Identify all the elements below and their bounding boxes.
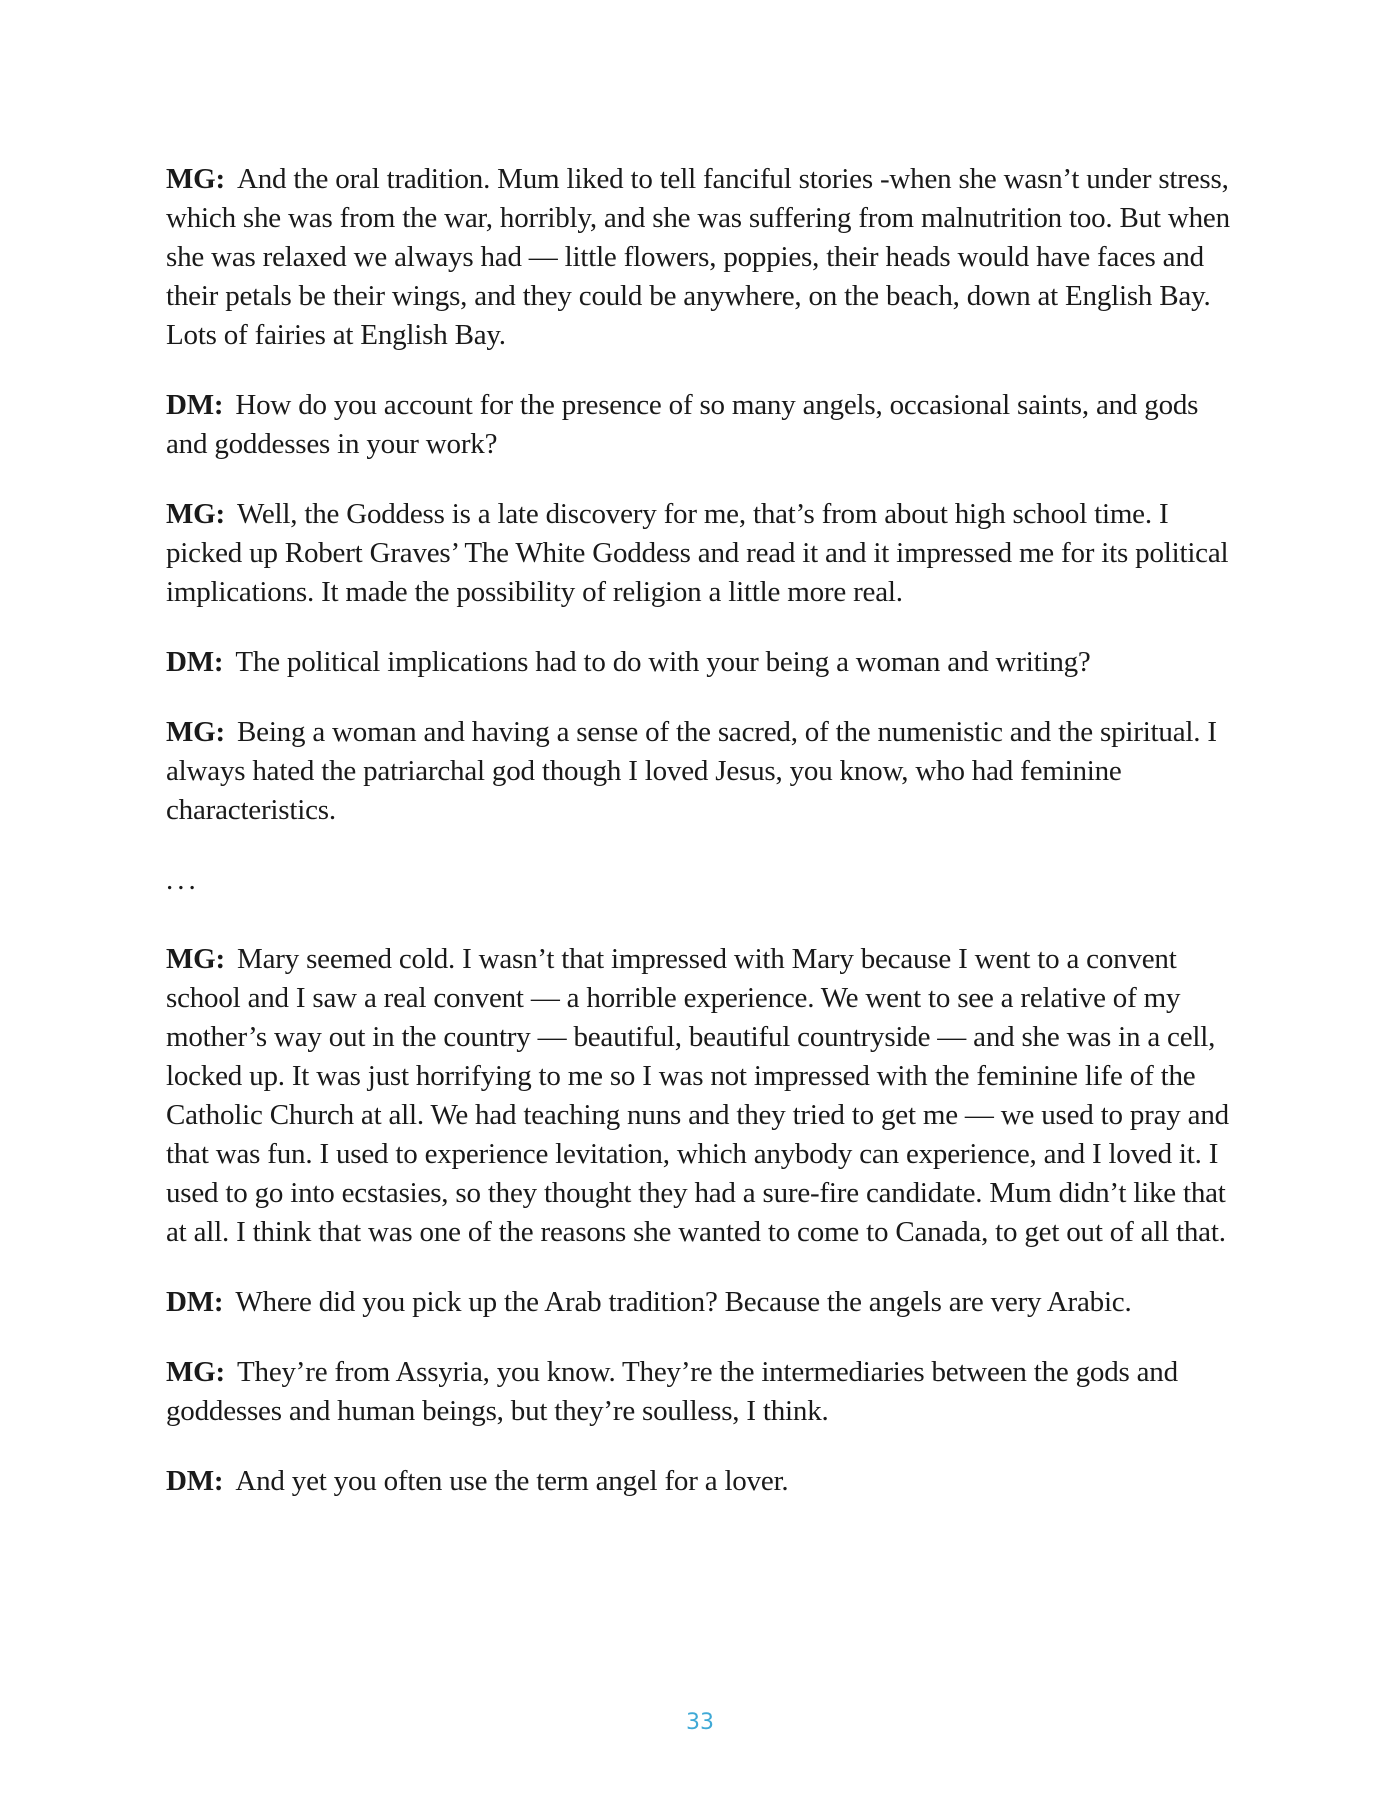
- speaker-label: MG:: [166, 163, 225, 195]
- dialogue-text: Being a woman and having a sense of the sacred, of the numenistic and the spiritual. I always hated the patriarchal god though I loved Jesus, you know, who had feminine characteristics.: [166, 716, 1217, 826]
- dialogue-paragraph: [166, 386, 1246, 464]
- speaker-label: MG:: [166, 943, 225, 975]
- speaker-label: DM:: [166, 1465, 224, 1497]
- speaker-label: DM:: [166, 1286, 224, 1318]
- page-number: 33: [686, 1710, 714, 1735]
- dialogue-text: How do you account for the presence of so many angels, occasional saints, and gods and goddesses in your work?: [166, 389, 1199, 460]
- dialogue-paragraph: [166, 713, 1246, 830]
- dialogue-paragraph: [166, 160, 1246, 355]
- speaker-label: MG:: [166, 1356, 225, 1388]
- speaker-label: MG:: [166, 498, 225, 530]
- dialogue-paragraph: [166, 1462, 1246, 1501]
- dialogue-text: Where did you pick up the Arab tradition? Because the angels are very Arabic.: [235, 1286, 1132, 1318]
- speaker-label: DM:: [166, 646, 224, 678]
- dialogue-paragraph: [166, 1353, 1246, 1431]
- dialogue-text: And the oral tradition. Mum liked to tell fanciful stories -when she wasn’t under stress, which she was from the war, horribly, and she was suffering from malnutrition too. But when she was relaxed we always had — little flowers, poppies, their heads would have faces and their petals be their wings, and they could be anywhere, on the beach, down at English Bay. Lots of fairies at English Bay.: [166, 163, 1230, 351]
- dialogue-paragraph: [166, 940, 1246, 1252]
- dialogue-paragraph: [166, 1283, 1246, 1322]
- dialogue-text: They’re from Assyria, you know. They’re the intermediaries between the gods and goddesses and human beings, but they’re soulless, I think.: [166, 1356, 1178, 1427]
- dialogue-text: The political implications had to do with your being a woman and writing?: [235, 646, 1091, 678]
- section-ellipsis: ...: [166, 864, 200, 896]
- dialogue-text: And yet you often use the term angel for a lover.: [235, 1465, 789, 1497]
- document-page: [166, 160, 1246, 1532]
- dialogue-text: Well, the Goddess is a late discovery for me, that’s from about high school time. I picked up Robert Graves’ The White Goddess and read it and it impressed me for its political implications. It made the possibility of religion a little more real.: [166, 498, 1229, 608]
- dialogue-text: Mary seemed cold. I wasn’t that impressed with Mary because I went to a convent school and I saw a real convent — a horrible experience. We went to see a relative of my mother’s way out in the country — beautiful, beautiful countryside — and she was in a cell, locked up. It was just horrifying to me so I was not impressed with the feminine life of the Catholic Church at all. We had teaching nuns and they tried to get me — we used to pray and that was fun. I used to experience levitation, which anybody can experience, and I loved it. I used to go into ecstasies, so they thought they had a sure-fire candidate. Mum didn’t like that at all. I think that was one of the reasons she wanted to come to Canada, to get out of all that.: [166, 943, 1229, 1248]
- dialogue-paragraph: [166, 495, 1246, 612]
- dialogue-paragraph: [166, 643, 1246, 682]
- speaker-label: MG:: [166, 716, 225, 748]
- speaker-label: DM:: [166, 389, 224, 421]
